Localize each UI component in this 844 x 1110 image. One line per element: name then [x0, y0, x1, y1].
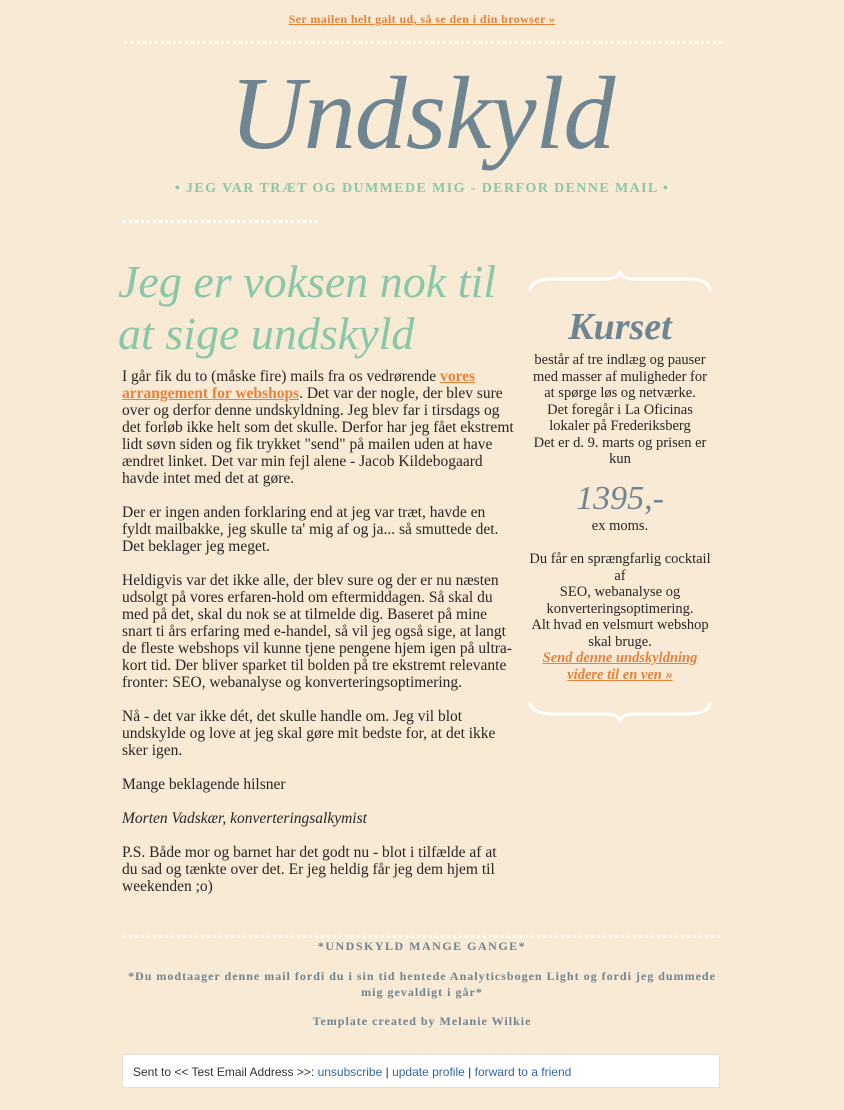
footer-credit: Template created by Melanie Wilkie	[312, 1014, 532, 1028]
paragraph-1-text-b: . Det var der nogle, der blev sure over og derfor denne undskyldning. Jeg blev far i tirsdags og det forløb ikke helt som det skulle. Derfor har jeg fået ekstremt lidt søvn siden og fik trykket "send" på mailen uden at have ændret linket. Det var min fejl alene - Jacob Kildebogaard havde intet med det at gøre.	[122, 385, 514, 487]
course-sidebar	[528, 270, 712, 723]
main-headline: Jeg er voksen nok til at sige undskyld	[118, 256, 497, 359]
postscript: P.S. Både mor og barnet har det godt nu - blot i tilfælde af at du sad og tænkte over det. Er jeg heldig får jeg dem hjem til weekenden ;o)	[122, 844, 497, 895]
masthead-tagline: • JEG VAR TRÆT OG DUMMEDE MIG - DERFOR DENNE MAIL •	[174, 181, 670, 196]
top-divider	[124, 41, 722, 44]
sidebar-topics: SEO, webanalyse og konverteringsoptimering.	[546, 584, 694, 617]
unsubscribe-link[interactable]: unsubscribe	[317, 1065, 383, 1079]
paragraph-1	[122, 368, 514, 487]
forward-apology-link[interactable]: Send denne undskyldning videre til en ven »	[542, 650, 698, 683]
top-brace-icon	[528, 270, 712, 296]
sidebar-forward	[528, 650, 712, 683]
subscription-bar	[122, 1054, 720, 1088]
sidebar-price-note: ex moms.	[591, 517, 649, 534]
sidebar-intro: består af tre indlæg og pauser med masser af muligheder for at spørge løs og netværke.	[533, 352, 707, 401]
paragraph-1-text-a: I går fik du to (måske fire) mails fra os vedrørende	[122, 368, 441, 385]
signature: Morten Vadskær, konverteringsalkymist	[122, 810, 367, 827]
main-body	[122, 368, 514, 912]
sidebar-needs: Alt hvad en velsmurt webshop skal bruge.	[531, 617, 709, 650]
view-in-browser-link[interactable]: Ser mailen helt galt ud, så se den i din browser »	[288, 12, 556, 26]
sidebar-title: Kurset	[568, 306, 672, 348]
bottom-brace-icon	[528, 697, 712, 723]
sidebar-spacer	[528, 534, 712, 551]
separator: |	[382, 1065, 393, 1079]
footer-sorry: *UNDSKYLD MANGE GANGE*	[317, 939, 527, 953]
footer-divider	[122, 935, 720, 938]
paragraph-2: Der er ingen anden forklaring end at jeg var træt, havde en fyldt mailbakke, jeg skulle ta' mig af og ja... så smuttede det. Det beklager jeg meget.	[122, 504, 499, 555]
sidebar-location: Det foregår i La Oficinas lokaler på Frederiksberg	[547, 401, 693, 434]
paragraph-3: Heldigvis var det ikke alle, der blev sure og der er nu næsten udsolgt på vores erfaren-hold om eftermiddagen. Så skal du med på det, skal du nok se at tilmelde dig. Baseret på mine snart ti års erfaring med e-handel, så vil jeg også sige, at langt de fleste webshops vil kunne tjene pengene hjem igen på ultra-kort tid. Der bliver sparket til bolden på tre ekstremt relevante fronter: SEO, webanalyse og konverteringsoptimering.	[122, 572, 512, 691]
view-in-browser	[0, 12, 844, 27]
update-profile-link[interactable]: update profile	[392, 1065, 465, 1079]
masthead-title: Undskyld	[229, 56, 615, 171]
paragraph-4: Nå - det var ikke dét, det skulle handle om. Jeg vil blot undskylde og love at jeg skal gøre mit bedste for, at det ikke sker igen.	[122, 708, 496, 759]
sidebar-price: 1395,-	[576, 479, 664, 517]
sent-to-text: Sent to << Test Email Address >>:	[133, 1065, 318, 1079]
sidebar-date: Det er d. 9. marts og prisen er kun	[533, 434, 707, 467]
sidebar-cocktail: Du får en sprængfarlig cocktail af	[529, 551, 711, 584]
forward-to-friend-link[interactable]: forward to a friend	[474, 1065, 572, 1079]
webshop-event-link[interactable]: vores arrangement for webshops	[122, 368, 476, 402]
separator: |	[464, 1065, 475, 1079]
closing: Mange beklagende hilsner	[122, 776, 286, 793]
masthead-divider	[122, 220, 318, 223]
footer-reason: *Du modtaager denne mail fordi du i sin tid hentede Analyticsbogen Light og fordi jeg dummede mig gevaldigt i går*	[128, 969, 716, 999]
